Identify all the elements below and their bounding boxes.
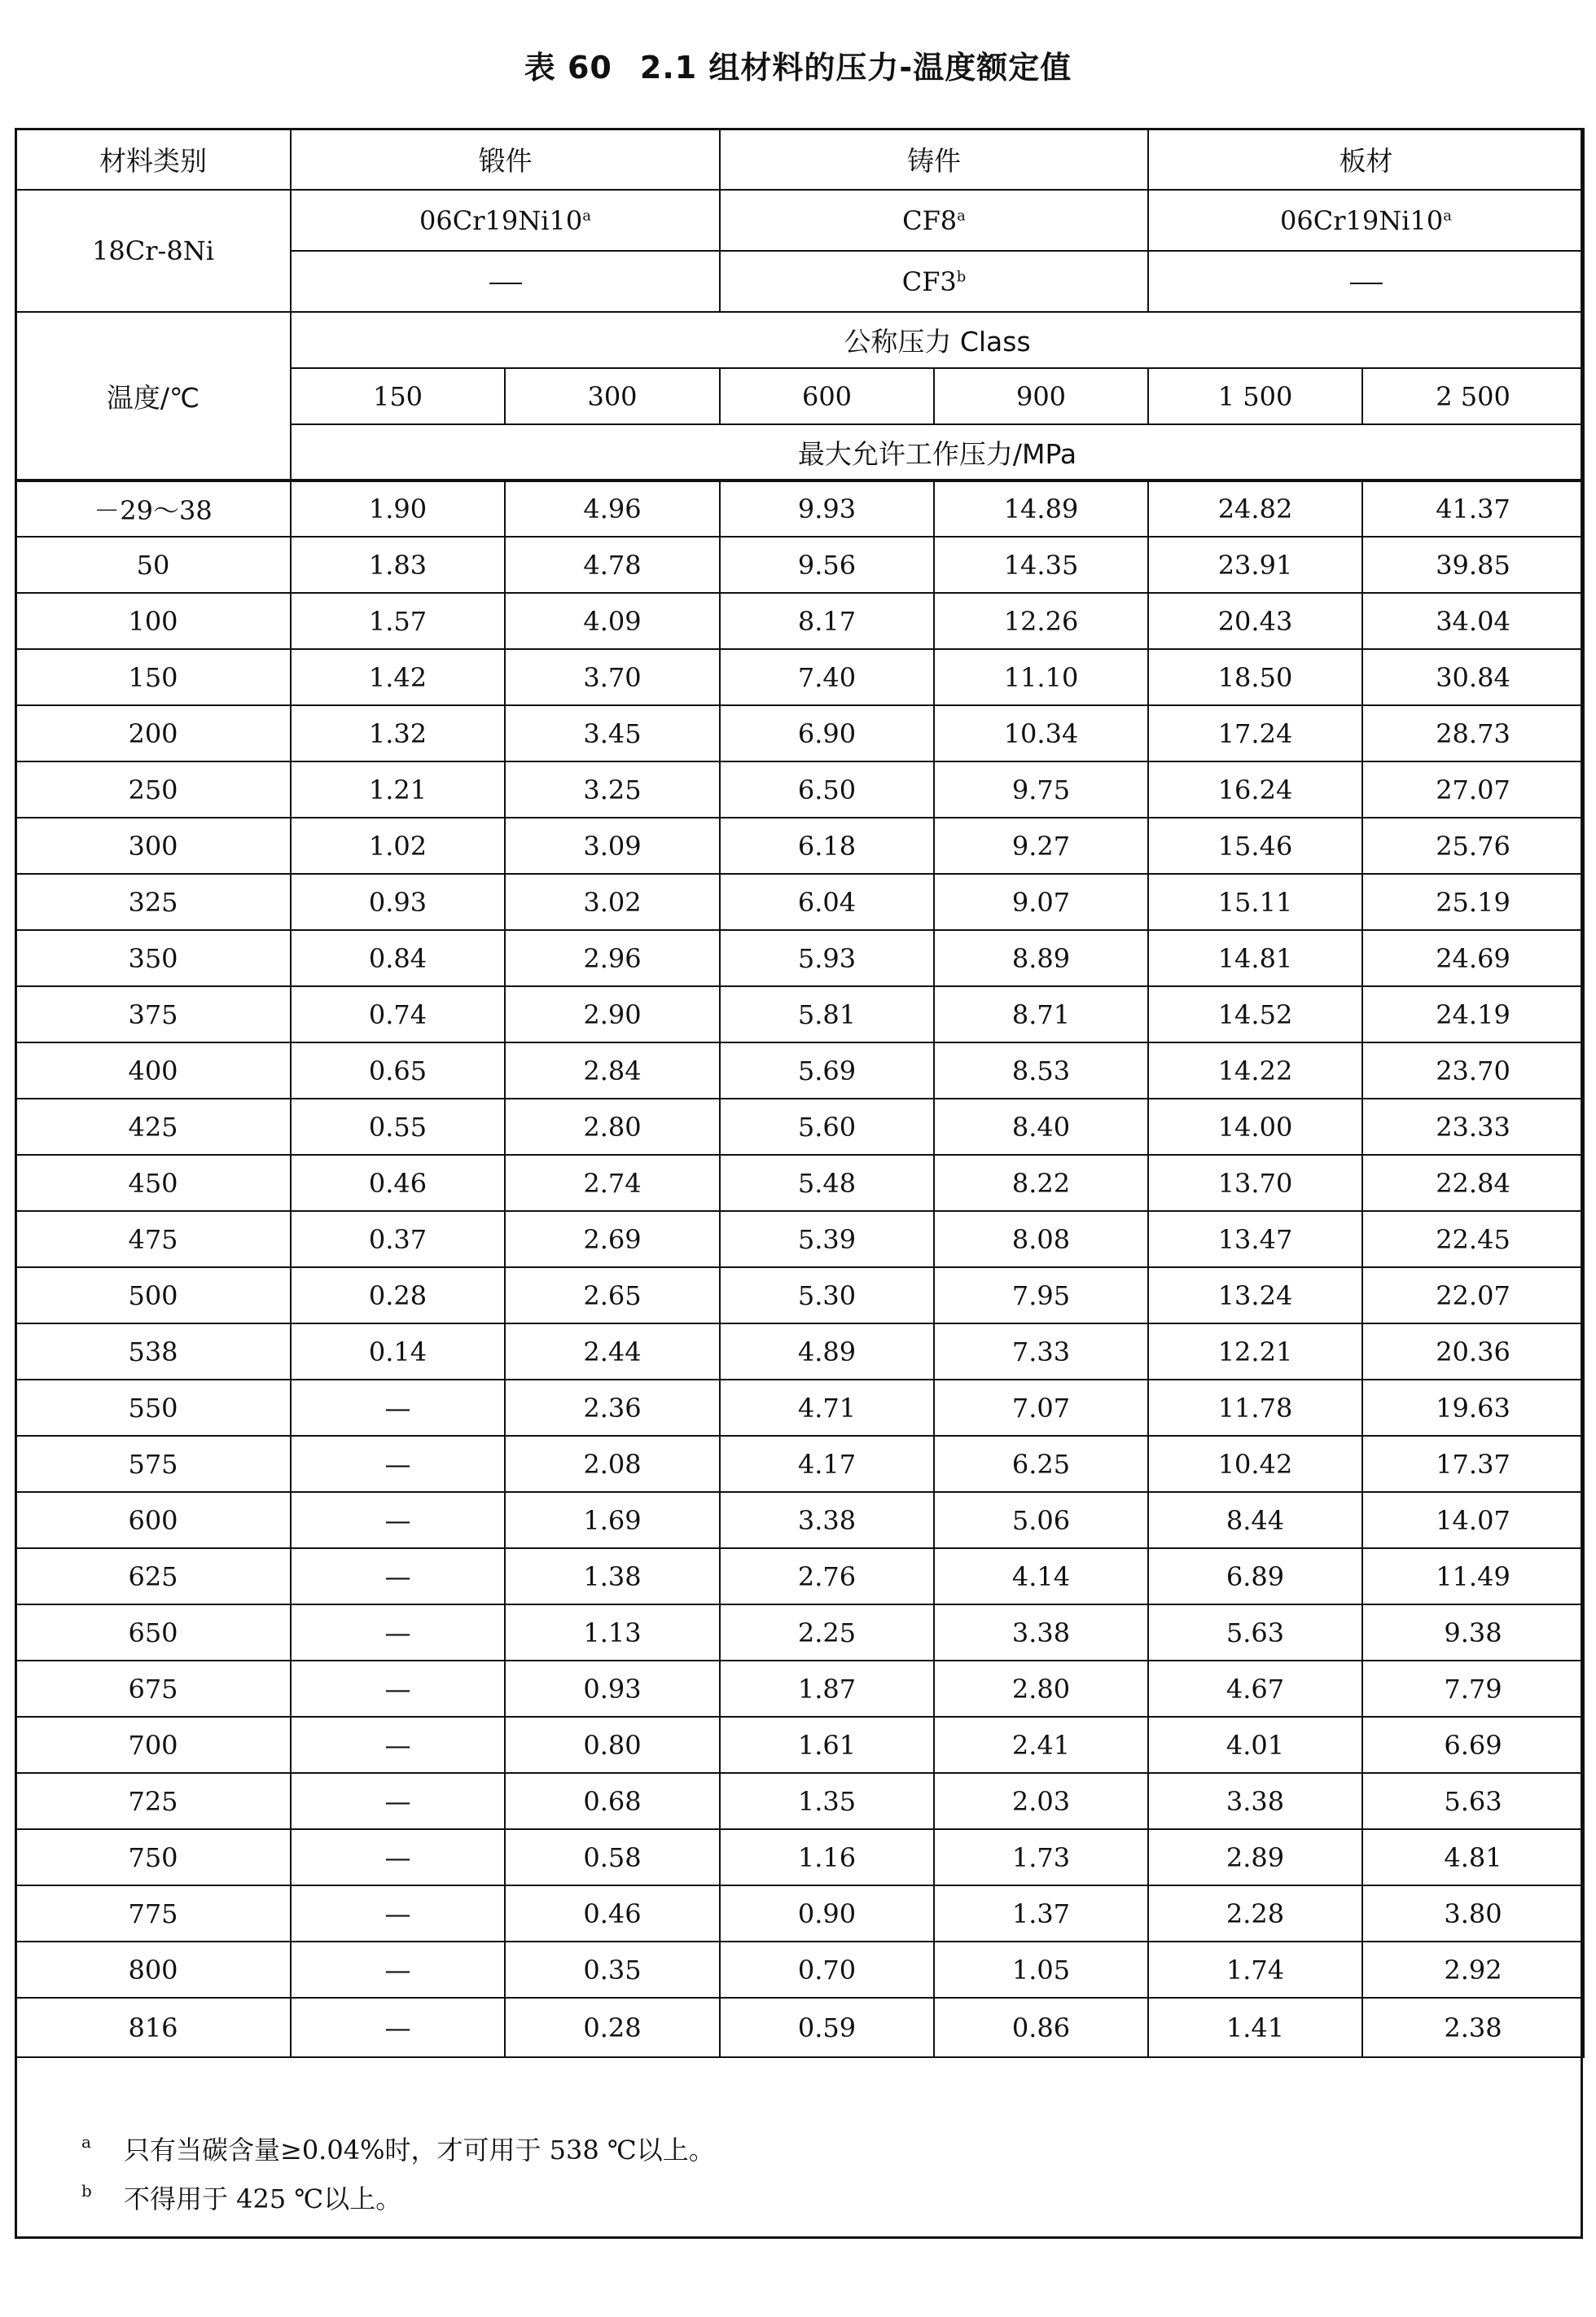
pressure-cell: 0.55 xyxy=(291,1099,505,1155)
footnote-mark: a xyxy=(81,2132,91,2152)
pressure-cell: 1.16 xyxy=(720,1829,934,1885)
pressure-cell: 0.14 xyxy=(291,1323,505,1380)
pressure-cell: 15.11 xyxy=(1148,874,1362,930)
pressure-cell: 1.37 xyxy=(934,1885,1148,1942)
pressure-cell: 4.17 xyxy=(720,1436,934,1492)
pressure-cell: — xyxy=(291,1604,505,1661)
pressure-cell: — xyxy=(291,1548,505,1604)
pressure-cell: 7.40 xyxy=(720,649,934,705)
pressure-cell: 23.33 xyxy=(1362,1099,1584,1155)
pressure-cell: 5.63 xyxy=(1148,1604,1362,1661)
pressure-cell: 22.84 xyxy=(1362,1155,1584,1211)
casting-grade-2-note: b xyxy=(956,267,967,285)
pressure-cell: 9.07 xyxy=(934,874,1148,930)
temperature-cell: 775 xyxy=(15,1885,291,1942)
temperature-cell: 800 xyxy=(15,1942,291,1998)
temperature-cell: 475 xyxy=(15,1211,291,1267)
pressure-cell: 7.79 xyxy=(1362,1661,1584,1717)
pressure-cell: 3.25 xyxy=(505,761,720,818)
pressure-cell: 0.84 xyxy=(291,930,505,986)
pressure-cell: 25.76 xyxy=(1362,818,1584,874)
dash-mark xyxy=(1350,283,1383,284)
plate-grade-cell xyxy=(1148,190,1584,251)
temperature-cell: 50 xyxy=(15,537,291,593)
plate-grade: 06Cr19Ni10 xyxy=(1280,204,1444,236)
pressure-cell: 6.50 xyxy=(720,761,934,818)
casting-grade-2: CF3 xyxy=(901,265,957,297)
pressure-cell: 2.65 xyxy=(505,1267,720,1323)
pressure-cell: 1.38 xyxy=(505,1548,720,1604)
pressure-cell: 7.95 xyxy=(934,1267,1148,1323)
pressure-cell: 20.36 xyxy=(1362,1323,1584,1380)
temperature-cell: 675 xyxy=(15,1661,291,1717)
pressure-cell: 0.37 xyxy=(291,1211,505,1267)
table-row xyxy=(15,818,1584,874)
table-title-text: 2.1 组材料的压力-温度额定值 xyxy=(639,50,1072,86)
pressure-cell: 3.70 xyxy=(505,649,720,705)
temperature-cell: －29～38 xyxy=(15,481,291,537)
temperature-cell: 625 xyxy=(15,1548,291,1604)
pressure-cell: 5.81 xyxy=(720,986,934,1042)
pressure-cell: 0.59 xyxy=(720,1998,934,2057)
pressure-cell: 30.84 xyxy=(1362,649,1584,705)
pressure-cell: 3.38 xyxy=(720,1492,934,1548)
pressure-cell: 2.69 xyxy=(505,1211,720,1267)
pressure-cell: 13.70 xyxy=(1148,1155,1362,1211)
temperature-cell: 100 xyxy=(15,593,291,649)
pressure-cell: 0.28 xyxy=(505,1998,720,2057)
pressure-cell: 1.02 xyxy=(291,818,505,874)
pressure-cell: 2.89 xyxy=(1148,1829,1362,1885)
pressure-cell: 9.93 xyxy=(720,481,934,537)
pressure-cell: 4.71 xyxy=(720,1380,934,1436)
pressure-cell: 4.96 xyxy=(505,481,720,537)
pressure-cell: 12.26 xyxy=(934,593,1148,649)
table-row xyxy=(15,1436,1584,1492)
header-material-category: 材料类别 xyxy=(15,129,291,190)
pressure-cell: 5.60 xyxy=(720,1099,934,1155)
pressure-cell: 1.61 xyxy=(720,1717,934,1773)
pressure-cell: 4.67 xyxy=(1148,1661,1362,1717)
pressure-cell: 5.69 xyxy=(720,1042,934,1099)
forging-grade-note: a xyxy=(582,206,591,224)
pressure-cell: 0.46 xyxy=(505,1885,720,1942)
dash-mark xyxy=(489,283,522,284)
pressure-cell: 3.45 xyxy=(505,705,720,761)
pressure-cell: 2.08 xyxy=(505,1436,720,1492)
pressure-cell: 3.09 xyxy=(505,818,720,874)
class-2500: 2 500 xyxy=(1362,368,1584,424)
pressure-cell: 2.28 xyxy=(1148,1885,1362,1942)
plate-grade-2-empty xyxy=(1148,251,1584,312)
pressure-cell: 1.41 xyxy=(1148,1998,1362,2057)
temperature-cell: 150 xyxy=(15,649,291,705)
table-row xyxy=(15,649,1584,705)
pressure-cell: 2.41 xyxy=(934,1717,1148,1773)
pressure-cell: 5.93 xyxy=(720,930,934,986)
pressure-cell: 4.81 xyxy=(1362,1829,1584,1885)
header-pressure-label: 最大允许工作压力/MPa xyxy=(291,424,1584,481)
pressure-cell: 1.73 xyxy=(934,1829,1148,1885)
table-number: 表 60 xyxy=(524,50,612,86)
pressure-cell: 2.80 xyxy=(934,1661,1148,1717)
pressure-cell: 4.09 xyxy=(505,593,720,649)
table-row xyxy=(15,1942,1584,1998)
pressure-cell: 2.25 xyxy=(720,1604,934,1661)
pressure-cell: 5.63 xyxy=(1362,1773,1584,1829)
footnote-text: 只有当碳含量≥0.04%时，才可用于 538 ℃以上。 xyxy=(124,2135,715,2166)
pressure-cell: 4.78 xyxy=(505,537,720,593)
class-600: 600 xyxy=(720,368,934,424)
pressure-cell: 7.33 xyxy=(934,1323,1148,1380)
temperature-cell: 500 xyxy=(15,1267,291,1323)
pressure-cell: 2.38 xyxy=(1362,1998,1584,2057)
table-row xyxy=(15,537,1584,593)
pressure-cell: 8.89 xyxy=(934,930,1148,986)
footnote-text: 不得用于 425 ℃以上。 xyxy=(124,2183,402,2214)
pressure-cell: 20.43 xyxy=(1148,593,1362,649)
temperature-cell: 550 xyxy=(15,1380,291,1436)
pressure-cell: 10.34 xyxy=(934,705,1148,761)
casting-grade-cell xyxy=(720,190,1148,251)
pressure-cell: 39.85 xyxy=(1362,537,1584,593)
pressure-cell: 2.44 xyxy=(505,1323,720,1380)
pressure-cell: 3.80 xyxy=(1362,1885,1584,1942)
pressure-cell: — xyxy=(291,1492,505,1548)
class-1500: 1 500 xyxy=(1148,368,1362,424)
table-row xyxy=(15,1155,1584,1211)
table-row xyxy=(15,1548,1584,1604)
pressure-cell: 0.90 xyxy=(720,1885,934,1942)
temperature-cell: 450 xyxy=(15,1155,291,1211)
temperature-cell: 750 xyxy=(15,1829,291,1885)
pressure-cell: 6.25 xyxy=(934,1436,1148,1492)
pressure-cell: 1.42 xyxy=(291,649,505,705)
pressure-cell: 8.71 xyxy=(934,986,1148,1042)
temperature-cell: 538 xyxy=(15,1323,291,1380)
footnote-mark: b xyxy=(81,2181,92,2201)
pressure-cell: — xyxy=(291,1773,505,1829)
pressure-cell: 2.84 xyxy=(505,1042,720,1099)
temperature-cell: 650 xyxy=(15,1604,291,1661)
table-row xyxy=(15,1042,1584,1099)
table-row xyxy=(15,1829,1584,1885)
table-row xyxy=(15,1492,1584,1548)
temperature-cell: 325 xyxy=(15,874,291,930)
pressure-cell: 1.32 xyxy=(291,705,505,761)
pressure-cell: 1.35 xyxy=(720,1773,934,1829)
pressure-cell: 0.93 xyxy=(505,1661,720,1717)
temperature-cell: 250 xyxy=(15,761,291,818)
pressure-cell: 1.05 xyxy=(934,1942,1148,1998)
pressure-cell: 14.07 xyxy=(1362,1492,1584,1548)
table-row xyxy=(15,1380,1584,1436)
pressure-cell: 7.07 xyxy=(934,1380,1148,1436)
pressure-cell: 8.22 xyxy=(934,1155,1148,1211)
pressure-cell: 25.19 xyxy=(1362,874,1584,930)
pressure-cell: 2.03 xyxy=(934,1773,1148,1829)
pressure-cell: — xyxy=(291,1661,505,1717)
casting-grade-note: a xyxy=(957,206,966,224)
pressure-cell: 1.83 xyxy=(291,537,505,593)
pressure-cell: 2.92 xyxy=(1362,1942,1584,1998)
pressure-cell: 13.47 xyxy=(1148,1211,1362,1267)
pressure-cell: — xyxy=(291,1885,505,1942)
pressure-cell: 22.07 xyxy=(1362,1267,1584,1323)
pressure-cell: 1.21 xyxy=(291,761,505,818)
pressure-cell: 1.87 xyxy=(720,1661,934,1717)
pressure-cell: 2.80 xyxy=(505,1099,720,1155)
table-row xyxy=(15,1211,1584,1267)
pressure-cell: — xyxy=(291,1717,505,1773)
pressure-cell: 2.90 xyxy=(505,986,720,1042)
pressure-cell: — xyxy=(291,1829,505,1885)
pressure-cell: 0.65 xyxy=(291,1042,505,1099)
pressure-cell: 4.01 xyxy=(1148,1717,1362,1773)
pressure-cell: 5.39 xyxy=(720,1211,934,1267)
table-row xyxy=(15,1885,1584,1942)
temperature-cell: 425 xyxy=(15,1099,291,1155)
pressure-cell: 3.02 xyxy=(505,874,720,930)
pressure-cell: 6.90 xyxy=(720,705,934,761)
pressure-cell: 0.35 xyxy=(505,1942,720,1998)
pressure-cell: 2.36 xyxy=(505,1380,720,1436)
pressure-cell: 15.46 xyxy=(1148,818,1362,874)
header-casting: 铸件 xyxy=(720,129,1148,190)
pressure-cell: 0.70 xyxy=(720,1942,934,1998)
pressure-cell: 11.49 xyxy=(1362,1548,1584,1604)
pressure-cell: 9.27 xyxy=(934,818,1148,874)
temperature-cell: 400 xyxy=(15,1042,291,1099)
temperature-cell: 816 xyxy=(15,1998,291,2057)
pressure-cell: 1.74 xyxy=(1148,1942,1362,1998)
pressure-cell: 1.69 xyxy=(505,1492,720,1548)
header-plate: 板材 xyxy=(1148,129,1584,190)
pressure-cell: 2.74 xyxy=(505,1155,720,1211)
pressure-cell: 6.89 xyxy=(1148,1548,1362,1604)
pressure-cell: 14.52 xyxy=(1148,986,1362,1042)
pressure-cell: 24.82 xyxy=(1148,481,1362,537)
pressure-cell: 22.45 xyxy=(1362,1211,1584,1267)
pressure-cell: 27.07 xyxy=(1362,761,1584,818)
pressure-cell: 23.70 xyxy=(1362,1042,1584,1099)
pressure-cell: 24.69 xyxy=(1362,930,1584,986)
pressure-cell: 9.75 xyxy=(934,761,1148,818)
pressure-cell: 8.40 xyxy=(934,1099,1148,1155)
pressure-cell: 11.78 xyxy=(1148,1380,1362,1436)
pressure-cell: 11.10 xyxy=(934,649,1148,705)
table-row xyxy=(15,481,1584,537)
pressure-cell: 0.46 xyxy=(291,1155,505,1211)
pressure-cell: 28.73 xyxy=(1362,705,1584,761)
temperature-cell: 700 xyxy=(15,1717,291,1773)
temperature-cell: 725 xyxy=(15,1773,291,1829)
table-row xyxy=(15,1773,1584,1829)
class-300: 300 xyxy=(505,368,720,424)
table-row xyxy=(15,1267,1584,1323)
class-900: 900 xyxy=(934,368,1148,424)
pressure-cell: 0.86 xyxy=(934,1998,1148,2057)
pressure-cell: 0.80 xyxy=(505,1717,720,1773)
pressure-cell: 6.69 xyxy=(1362,1717,1584,1773)
pressure-cell: 24.19 xyxy=(1362,986,1584,1042)
pressure-cell: 8.08 xyxy=(934,1211,1148,1267)
pressure-cell: 1.13 xyxy=(505,1604,720,1661)
pressure-cell: 23.91 xyxy=(1148,537,1362,593)
pressure-cell: 1.90 xyxy=(291,481,505,537)
temperature-cell: 200 xyxy=(15,705,291,761)
pressure-cell: 5.30 xyxy=(720,1267,934,1323)
table-row xyxy=(15,1661,1584,1717)
pressure-cell: 6.04 xyxy=(720,874,934,930)
pressure-cell: 4.14 xyxy=(934,1548,1148,1604)
table-row xyxy=(15,1604,1584,1661)
pressure-cell: 5.06 xyxy=(934,1492,1148,1548)
table-title xyxy=(0,42,1596,87)
pressure-cell: 9.38 xyxy=(1362,1604,1584,1661)
pressure-cell: 16.24 xyxy=(1148,761,1362,818)
pressure-cell: 41.37 xyxy=(1362,481,1584,537)
table-row xyxy=(15,874,1584,930)
temperature-cell: 600 xyxy=(15,1492,291,1548)
pressure-cell: — xyxy=(291,1436,505,1492)
pressure-cell: 0.58 xyxy=(505,1829,720,1885)
class-150: 150 xyxy=(291,368,505,424)
pressure-cell: 0.68 xyxy=(505,1773,720,1829)
pressure-cell: 3.38 xyxy=(1148,1773,1362,1829)
table-row xyxy=(15,930,1584,986)
pressure-cell: 8.44 xyxy=(1148,1492,1362,1548)
pressure-cell: 0.28 xyxy=(291,1267,505,1323)
pressure-cell: — xyxy=(291,1998,505,2057)
pressure-cell: 12.21 xyxy=(1148,1323,1362,1380)
header-forging: 锻件 xyxy=(291,129,720,190)
table-row xyxy=(15,705,1584,761)
forging-grade-2-empty xyxy=(291,251,720,312)
footnote-a xyxy=(81,2126,1547,2174)
pressure-cell: 0.74 xyxy=(291,986,505,1042)
pressure-cell: 8.53 xyxy=(934,1042,1148,1099)
pressure-cell: 34.04 xyxy=(1362,593,1584,649)
forging-grade-cell xyxy=(291,190,720,251)
pressure-cell: 17.24 xyxy=(1148,705,1362,761)
table-row xyxy=(15,761,1584,818)
pressure-cell: 2.76 xyxy=(720,1548,934,1604)
plate-grade-note: a xyxy=(1443,206,1452,224)
table-row xyxy=(15,1323,1584,1380)
table-row xyxy=(15,593,1584,649)
pressure-cell: 14.35 xyxy=(934,537,1148,593)
pressure-cell: — xyxy=(291,1942,505,1998)
header-temperature: 温度/℃ xyxy=(15,312,291,481)
pressure-cell: 14.22 xyxy=(1148,1042,1362,1099)
temperature-cell: 575 xyxy=(15,1436,291,1492)
forging-grade: 06Cr19Ni10 xyxy=(419,204,583,236)
pressure-cell: 9.56 xyxy=(720,537,934,593)
table-row xyxy=(15,986,1584,1042)
casting-grade: CF8 xyxy=(902,204,958,236)
pressure-cell: 17.37 xyxy=(1362,1436,1584,1492)
footnotes xyxy=(81,2126,1547,2223)
footnote-b xyxy=(81,2174,1547,2223)
pressure-cell: 6.18 xyxy=(720,818,934,874)
temperature-cell: 375 xyxy=(15,986,291,1042)
pressure-cell: 14.89 xyxy=(934,481,1148,537)
temperature-cell: 300 xyxy=(15,818,291,874)
pressure-temperature-table xyxy=(15,128,1585,2058)
pressure-cell: 18.50 xyxy=(1148,649,1362,705)
pressure-cell: 5.48 xyxy=(720,1155,934,1211)
temperature-cell: 350 xyxy=(15,930,291,986)
table-row xyxy=(15,1998,1584,2057)
pressure-cell: 19.63 xyxy=(1362,1380,1584,1436)
pressure-cell: 14.81 xyxy=(1148,930,1362,986)
pressure-cell: 13.24 xyxy=(1148,1267,1362,1323)
pressure-cell: 0.93 xyxy=(291,874,505,930)
pressure-cell: 8.17 xyxy=(720,593,934,649)
table-row xyxy=(15,1717,1584,1773)
material-group: 18Cr-8Ni xyxy=(15,190,291,312)
pressure-cell: 10.42 xyxy=(1148,1436,1362,1492)
pressure-cell: — xyxy=(291,1380,505,1436)
casting-grade-2-cell xyxy=(720,251,1148,312)
pressure-cell: 2.96 xyxy=(505,930,720,986)
pressure-cell: 1.57 xyxy=(291,593,505,649)
pressure-cell: 3.38 xyxy=(934,1604,1148,1661)
header-class-label: 公称压力 Class xyxy=(291,312,1584,368)
pressure-cell: 14.00 xyxy=(1148,1099,1362,1155)
table-row xyxy=(15,1099,1584,1155)
pressure-cell: 4.89 xyxy=(720,1323,934,1380)
